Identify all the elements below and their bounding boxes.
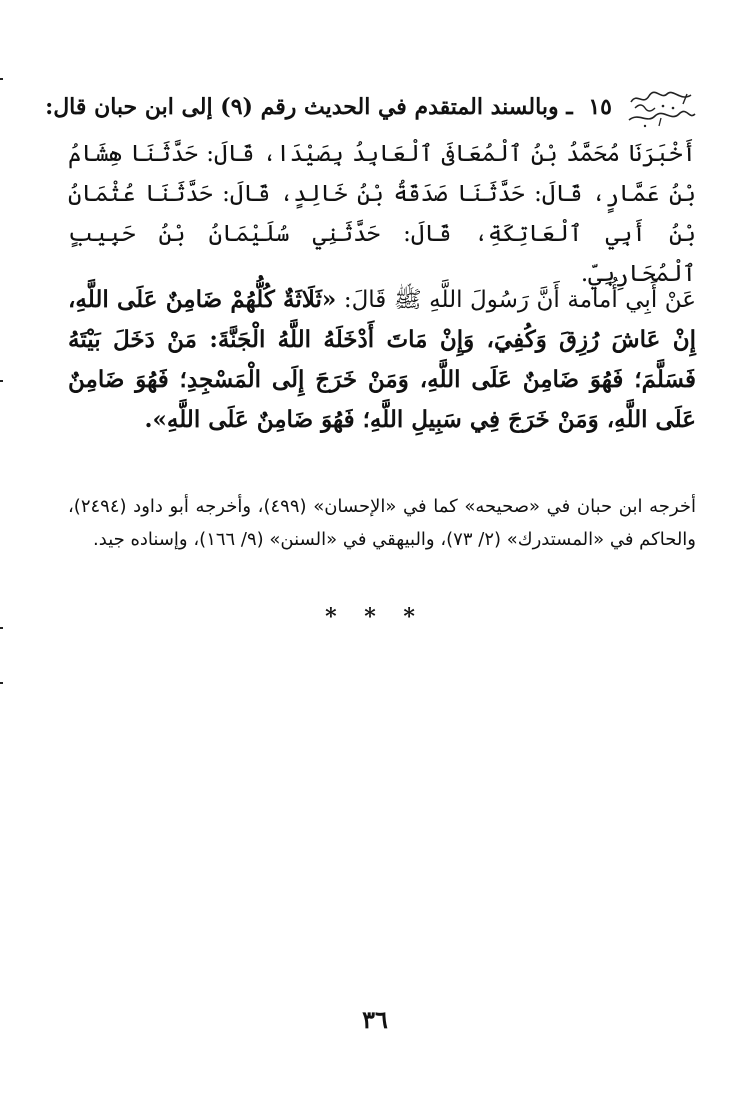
hadith-number: ١٥ bbox=[588, 94, 612, 120]
heading-text: ـ وبالسند المتقدم في الحديث رقم (٩) إلى ابن حبان قال: bbox=[45, 94, 573, 120]
takhrij-paragraph: أخرجه ابن حبان في «صحيحه» كما في «الإحسان» (٤٩٩)، وأخرجه أبو داود (٢٤٩٤)، والحاكم في «المستدرك» (٢/ ٧٣)، والبيهقي في «السنن» (٩/ ١٦٦)، وإسناده جيد. bbox=[68, 496, 696, 550]
isnad-paragraph: أَخْبَرَنَا مُحَمَّدُ بْنُ ٱلْمُعَافَى ٱلْعَابِدُ بِصَيْدَا، قَالَ: حَدَّثَنَا هِشَامُ بْنُ عَمَّارٍ، قَالَ: حَدَّثَنَا صَدَقَةُ بْنُ خَالِدٍ، قَالَ: حَدَّثَنَا عُثْمَانُ بْنُ أَبِي ٱلْعَاتِكَةِ، قَالَ: حَدَّثَنِي سُلَيْمَانُ بْنُ حَبِيبٍ ٱلْمُحَارِبِيّ. bbox=[68, 141, 696, 287]
section-separator: * * * bbox=[325, 604, 425, 630]
page-number: ٣٦ bbox=[362, 1005, 388, 1034]
handwritten-signature-stamp bbox=[625, 86, 697, 130]
scan-edge-mark bbox=[0, 380, 3, 382]
hadith-heading bbox=[45, 92, 612, 122]
scan-edge-mark bbox=[0, 682, 3, 684]
matn-intro: عَنْ أَبِي أُمامة أَنَّ رَسُولَ اللَّهِ ﷺ قَالَ: bbox=[343, 287, 696, 313]
scan-edge-mark bbox=[0, 78, 3, 80]
hadith-text: «ثَلَاثَةٌ كُلُّهُمْ ضَامِنٌ عَلَى اللَّهِ، إِنْ عَاشَ رُزِقَ وَكُفِيَ، وَإِنْ مَاتَ أَدْخَلَهُ اللَّهُ الْجَنَّةَ: مَنْ دَخَلَ بَيْتَهُ فَسَلَّمَ؛ فَهُوَ ضَامِنٌ عَلَى اللَّهِ، وَمَنْ خَرَجَ إِلَى الْمَسْجِدِ؛ فَهُوَ ضَامِنٌ عَلَى اللَّهِ، وَمَنْ خَرَجَ فِي سَبِيلِ اللَّهِ؛ فَهُوَ ضَامِنٌ عَلَى اللَّهِ». bbox=[68, 286, 696, 433]
matn-paragraph bbox=[68, 280, 696, 440]
